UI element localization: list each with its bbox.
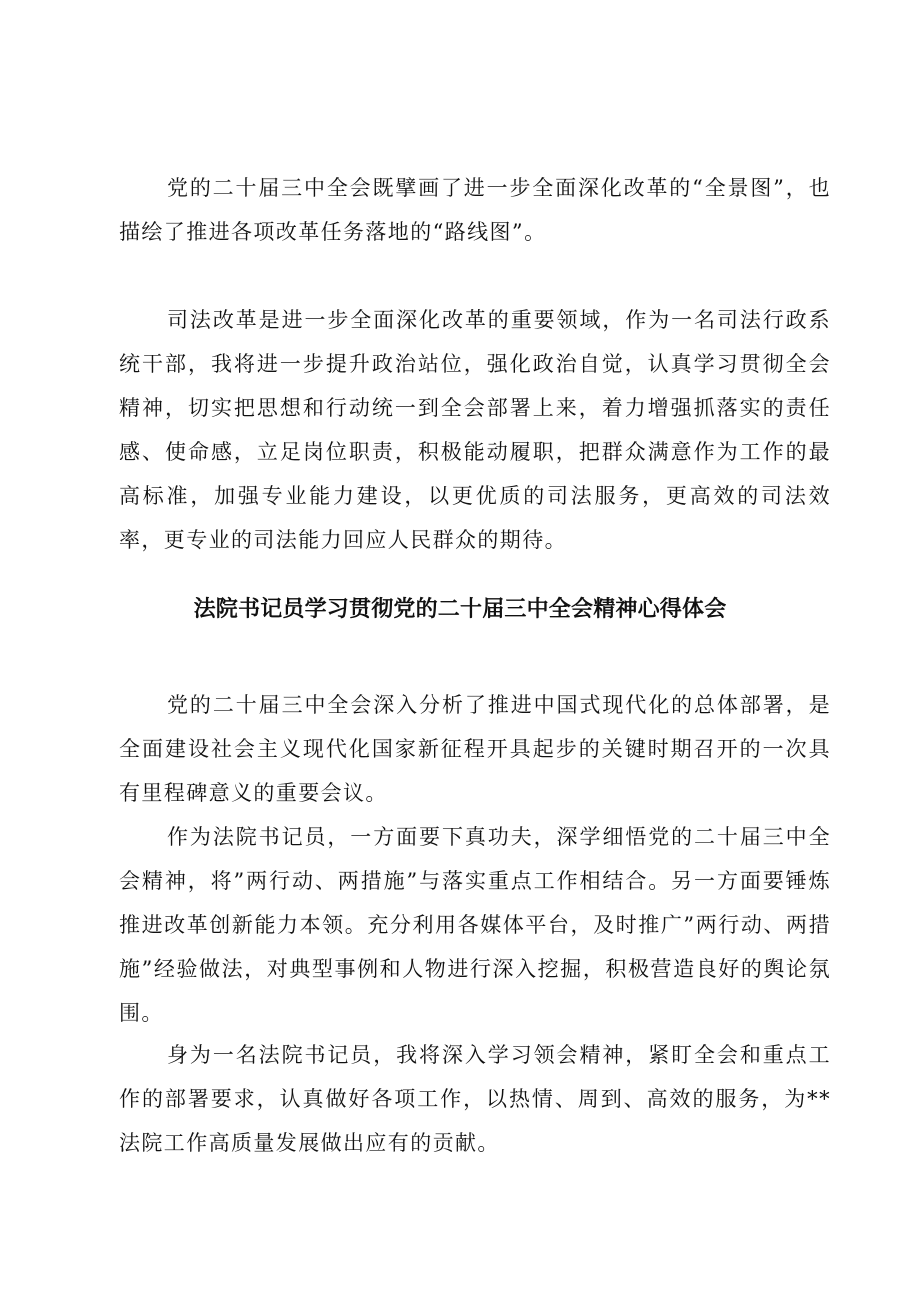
paragraph-4: 作为法院书记员，一方面要下真功夫，深学细悟党的二十届三中全会精神，将”两行动、两措施”与落实重点工作相结合。另一方面要锤炼推进改革创新能力本领。充分利用各媒体平台，及时推广”两行动、两措施”经验做法，对典型事例和人物进行深入挖掘，积极营造良好的舆论氛围。 — [119, 825, 831, 1025]
paragraph-3: 党的二十届三中全会深入分析了推进中国式现代化的总体部署，是全面建设社会主义现代化国家新征程开具起步的关键时期召开的一次具有里程碑意义的重要会议。 — [119, 693, 831, 805]
paragraph-2: 司法改革是进一步全面深化改革的重要领域，作为一名司法行政系统干部，我将进一步提升政治站位，强化政治自觉，认真学习贯彻全会精神，切实把思想和行动统一到全会部署上来，着力增强抓落实的责任感、使命感，立足岗位职责，积极能动履职，把群众满意作为工作的最高标准，加强专业能力建设，以更优质的司法服务，更高效的司法效率，更专业的司法能力回应人民群众的期待。 — [119, 308, 831, 552]
paragraph-5: 身为一名法院书记员，我将深入学习领会精神，紧盯全会和重点工作的部署要求，认真做好各项工作，以热情、周到、高效的服务，为**法院工作高质量发展做出应有的贡献。 — [119, 1043, 831, 1155]
section-title: 法院书记员学习贯彻党的二十届三中全会精神心得体会 — [193, 597, 727, 622]
paragraph-1: 党的二十届三中全会既擘画了进一步全面深化改革的“全景图”，也描绘了推进各项改革任务落地的“路线图”。 — [119, 176, 831, 244]
